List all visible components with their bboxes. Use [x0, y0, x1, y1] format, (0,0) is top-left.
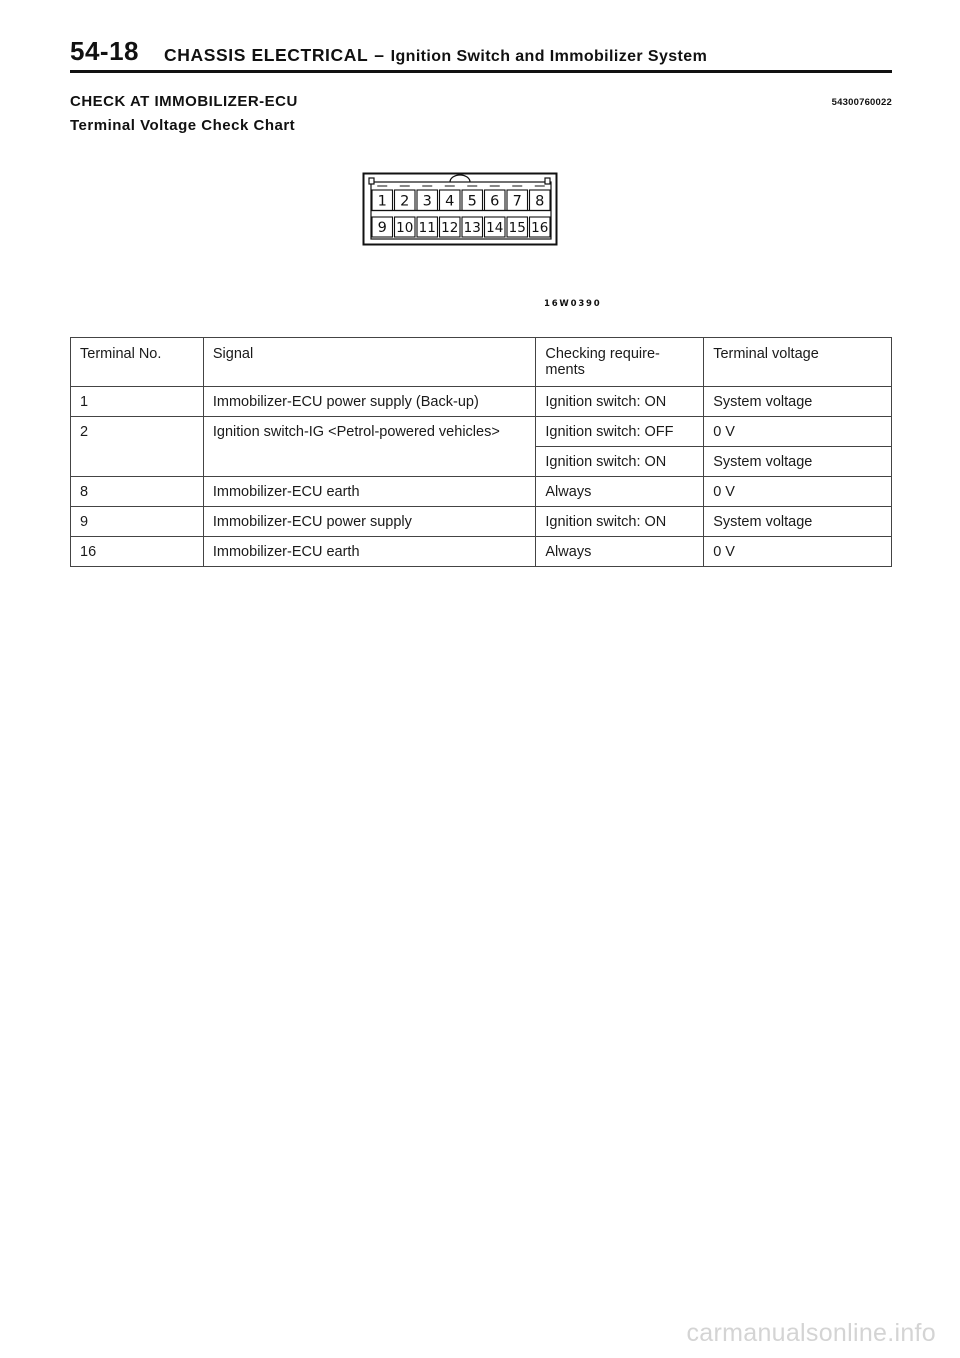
pin-label-14: 14 [486, 220, 504, 236]
pin-label-7: 7 [512, 193, 522, 210]
pin-label-1: 1 [377, 193, 387, 210]
pin-label-12: 12 [441, 220, 459, 236]
pin-label-3: 3 [422, 193, 432, 210]
condition-cell: Ignition switch: ON [536, 447, 704, 477]
signal-cell: Immobilizer-ECU power supply (Back-up) [203, 387, 536, 417]
table-row [71, 387, 892, 417]
section-code: 54300760022 [831, 97, 892, 108]
voltage-cell: System voltage [704, 447, 892, 477]
watermark: carmanualsonline.info [686, 1319, 936, 1347]
pin-label-2: 2 [400, 193, 410, 210]
terminal-cell: 1 [71, 387, 204, 417]
table-row [71, 477, 892, 507]
title-separator: – [374, 45, 385, 65]
connector-diagram [362, 172, 558, 247]
terminal-cell: 9 [71, 507, 204, 537]
table-row [71, 507, 892, 537]
voltage-cell: 0 V [704, 417, 892, 447]
subsection-name: Ignition Switch and Immobilizer System [390, 48, 708, 65]
voltage-cell: 0 V [704, 477, 892, 507]
pin-label-6: 6 [490, 193, 500, 210]
terminal-cell: 16 [71, 537, 204, 567]
table-row [71, 417, 892, 447]
header-terminal-voltage: Terminal voltage [704, 338, 892, 387]
page-title [164, 45, 707, 66]
voltage-cell: System voltage [704, 387, 892, 417]
condition-cell: Ignition switch: ON [536, 507, 704, 537]
pin-label-4: 4 [445, 193, 455, 210]
table-header-row [71, 338, 892, 387]
condition-cell: Always [536, 537, 704, 567]
table-row [71, 537, 892, 567]
pin-label-13: 13 [463, 220, 481, 236]
signal-cell: Immobilizer-ECU earth [203, 537, 536, 567]
signal-cell: Immobilizer-ECU earth [203, 477, 536, 507]
pin-label-5: 5 [467, 193, 477, 210]
section-name: CHASSIS ELECTRICAL [164, 45, 369, 65]
header-terminal-no: Terminal No. [71, 338, 204, 387]
section-title: CHECK AT IMMOBILIZER-ECU [70, 93, 298, 110]
header-signal: Signal [203, 338, 536, 387]
terminal-voltage-table [70, 337, 892, 567]
figure-code: 16W0390 [544, 299, 602, 309]
signal-cell: Ignition switch-IG <Petrol-powered vehicles> [203, 417, 536, 477]
terminal-cell: 8 [71, 477, 204, 507]
page-header [70, 34, 892, 74]
pin-label-9: 9 [377, 220, 387, 236]
condition-cell: Ignition switch: OFF [536, 417, 704, 447]
pin-label-16: 16 [531, 220, 549, 236]
pin-label-8: 8 [535, 193, 545, 210]
condition-cell: Ignition switch: ON [536, 387, 704, 417]
pin-label-10: 10 [396, 220, 414, 236]
page-number: 54-18 [70, 36, 139, 66]
chart-title: Terminal Voltage Check Chart [70, 117, 296, 134]
pin-label-15: 15 [508, 220, 526, 236]
header-rule [70, 70, 892, 73]
signal-cell: Immobilizer-ECU power supply [203, 507, 536, 537]
terminal-cell: 2 [71, 417, 204, 477]
voltage-cell: System voltage [704, 507, 892, 537]
condition-cell: Always [536, 477, 704, 507]
pin-label-11: 11 [418, 220, 436, 236]
header-checking-requirements: Checking require- ments [536, 338, 704, 387]
voltage-cell: 0 V [704, 537, 892, 567]
